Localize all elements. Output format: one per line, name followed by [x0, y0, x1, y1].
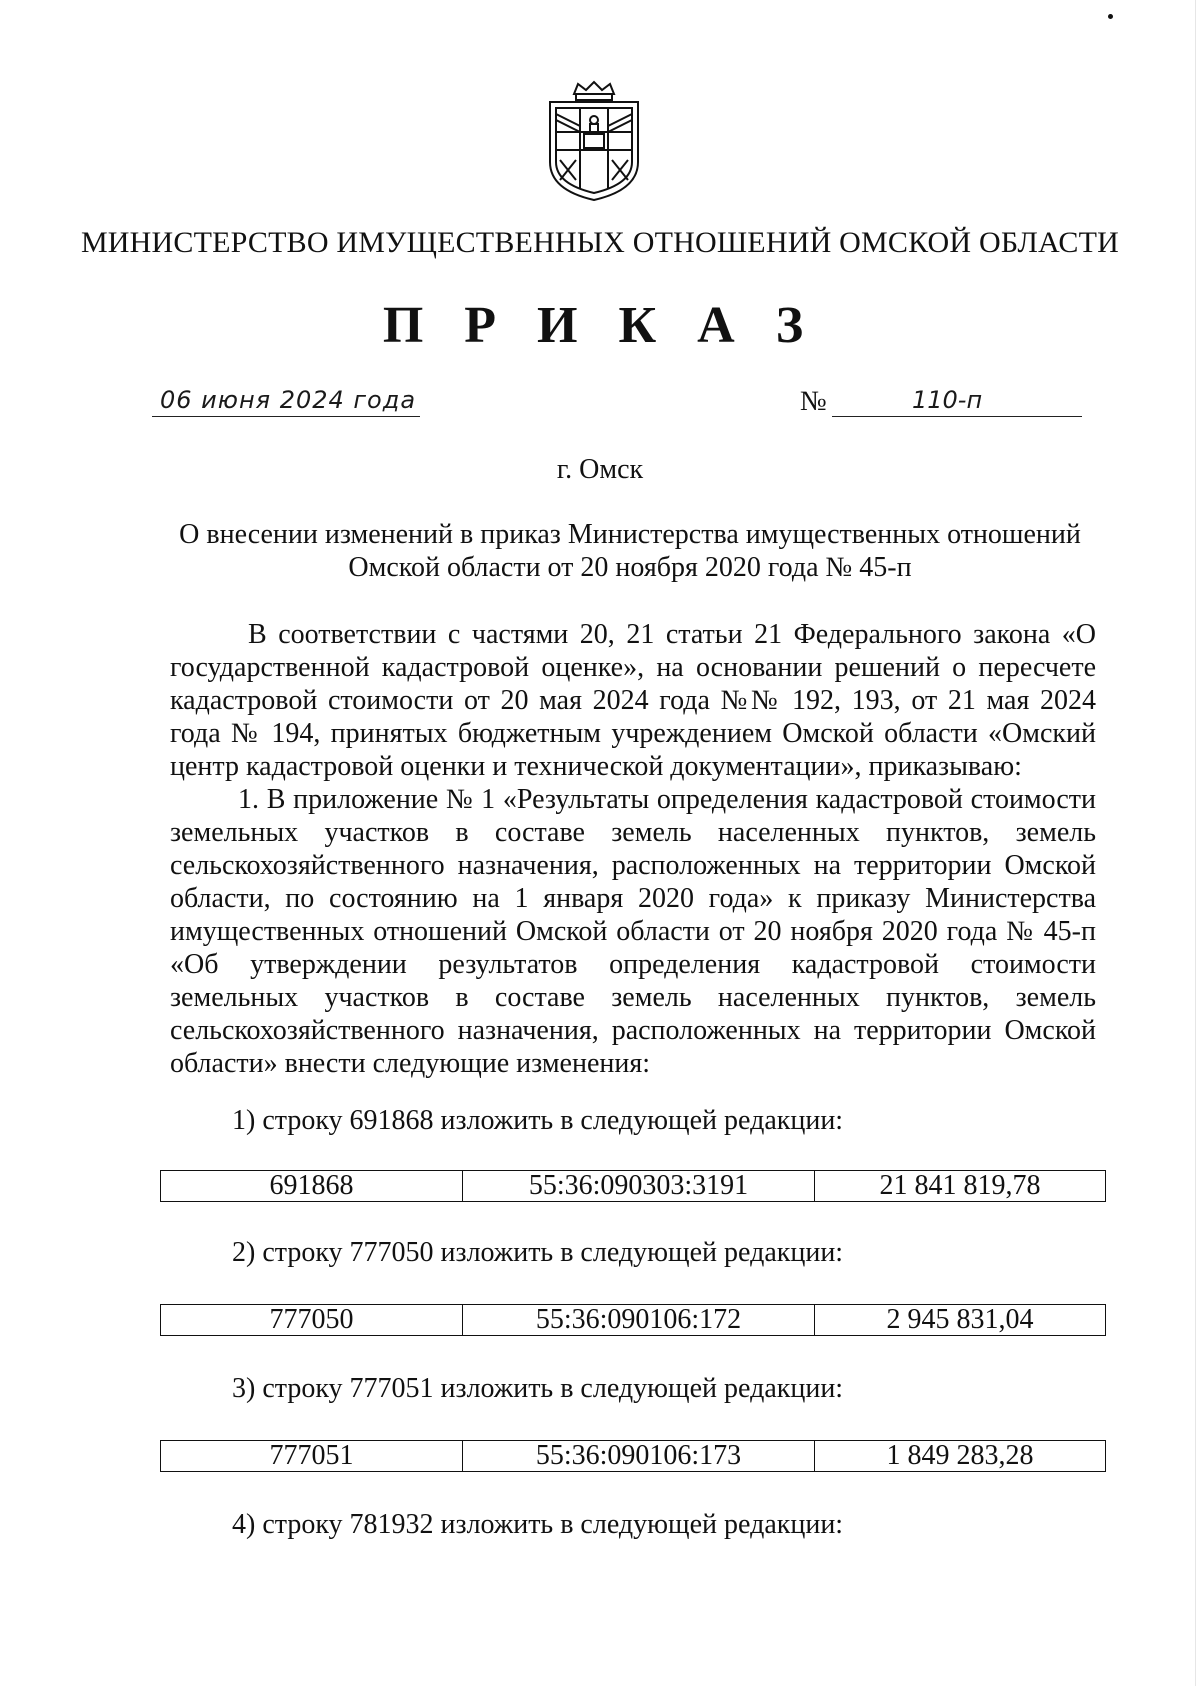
row-table-3: [160, 1440, 1106, 1472]
table-row: [161, 1305, 1106, 1336]
date-underline: [152, 416, 420, 417]
cadastral-value-cell: 21 841 819,78: [815, 1171, 1106, 1202]
row-number-cell: 777051: [161, 1441, 463, 1472]
row-number-cell: 777050: [161, 1305, 463, 1336]
order-number: 110-п: [912, 386, 983, 414]
cadastral-value-cell: 2 945 831,04: [815, 1305, 1106, 1336]
item-1-paragraph: 1. В приложение № 1 «Результаты определения кадастровой стоимости земельных участков в составе земель населенных пунктов, земель сельскохозяйственного назначения, расположенных на территории Омской области, по состоянию на 1 января 2020 года» к приказу Министерства имущественных отношений Омской области от 20 ноября 2020 года № 45-п «Об утверждении результатов определения кадастровой стоимости земельных участков в составе земель населенных пунктов, земель сельскохозяйственного назначения, расположенных на территории Омской области» внести следующие изменения:: [170, 784, 1096, 1079]
coat-of-arms-emblem: [540, 80, 648, 204]
cadastral-number-cell: 55:36:090106:172: [463, 1305, 815, 1336]
subject-line-2: Омской области от 20 ноября 2020 года № 45-п: [348, 552, 912, 583]
table-row: [161, 1171, 1106, 1202]
table-row: [161, 1441, 1106, 1472]
row-table-2: [160, 1304, 1106, 1336]
point-1-text: 1) строку 691868 изложить в следующей редакции:: [232, 1105, 844, 1136]
ministry-name: МИНИСТЕРСТВО ИМУЩЕСТВЕННЫХ ОТНОШЕНИЙ ОМСКОЙ ОБЛАСТИ: [80, 226, 1120, 259]
order-date: 06 июня 2024 года: [160, 386, 417, 414]
cadastral-number-cell: 55:36:090303:3191: [463, 1171, 815, 1202]
number-underline: [832, 416, 1082, 417]
cadastral-value-cell: 1 849 283,28: [815, 1441, 1106, 1472]
point-2-text: 2) строку 777050 изложить в следующей редакции:: [232, 1237, 844, 1268]
order-subject: [160, 518, 1100, 584]
city: г. Омск: [556, 454, 644, 485]
row-table-1: [160, 1170, 1106, 1202]
row-number-cell: 691868: [161, 1171, 463, 1202]
cadastral-number-cell: 55:36:090106:173: [463, 1441, 815, 1472]
subject-line-1: О внесении изменений в приказ Министерства имущественных отношений: [179, 519, 1081, 550]
point-4-text: 4) строку 781932 изложить в следующей редакции:: [232, 1509, 844, 1540]
document-title: П Р И К А З: [382, 297, 818, 354]
preamble-paragraph: В соответствии с частями 20, 21 статьи 21 Федерального закона «О государственной кадастровой оценке», на основании решений о пересчете кадастровой стоимости от 20 мая 2024 года №№ 192, 193, от 21 мая 2024 года № 194, принятых бюджетным учреждением Омской области «Омский центр кадастровой оценки и технической документации», приказываю:: [170, 619, 1096, 782]
point-3-text: 3) строку 777051 изложить в следующей редакции:: [232, 1373, 844, 1404]
scan-speck: [1108, 14, 1113, 19]
number-sign: №: [800, 386, 827, 417]
order-body: [170, 618, 1096, 1080]
